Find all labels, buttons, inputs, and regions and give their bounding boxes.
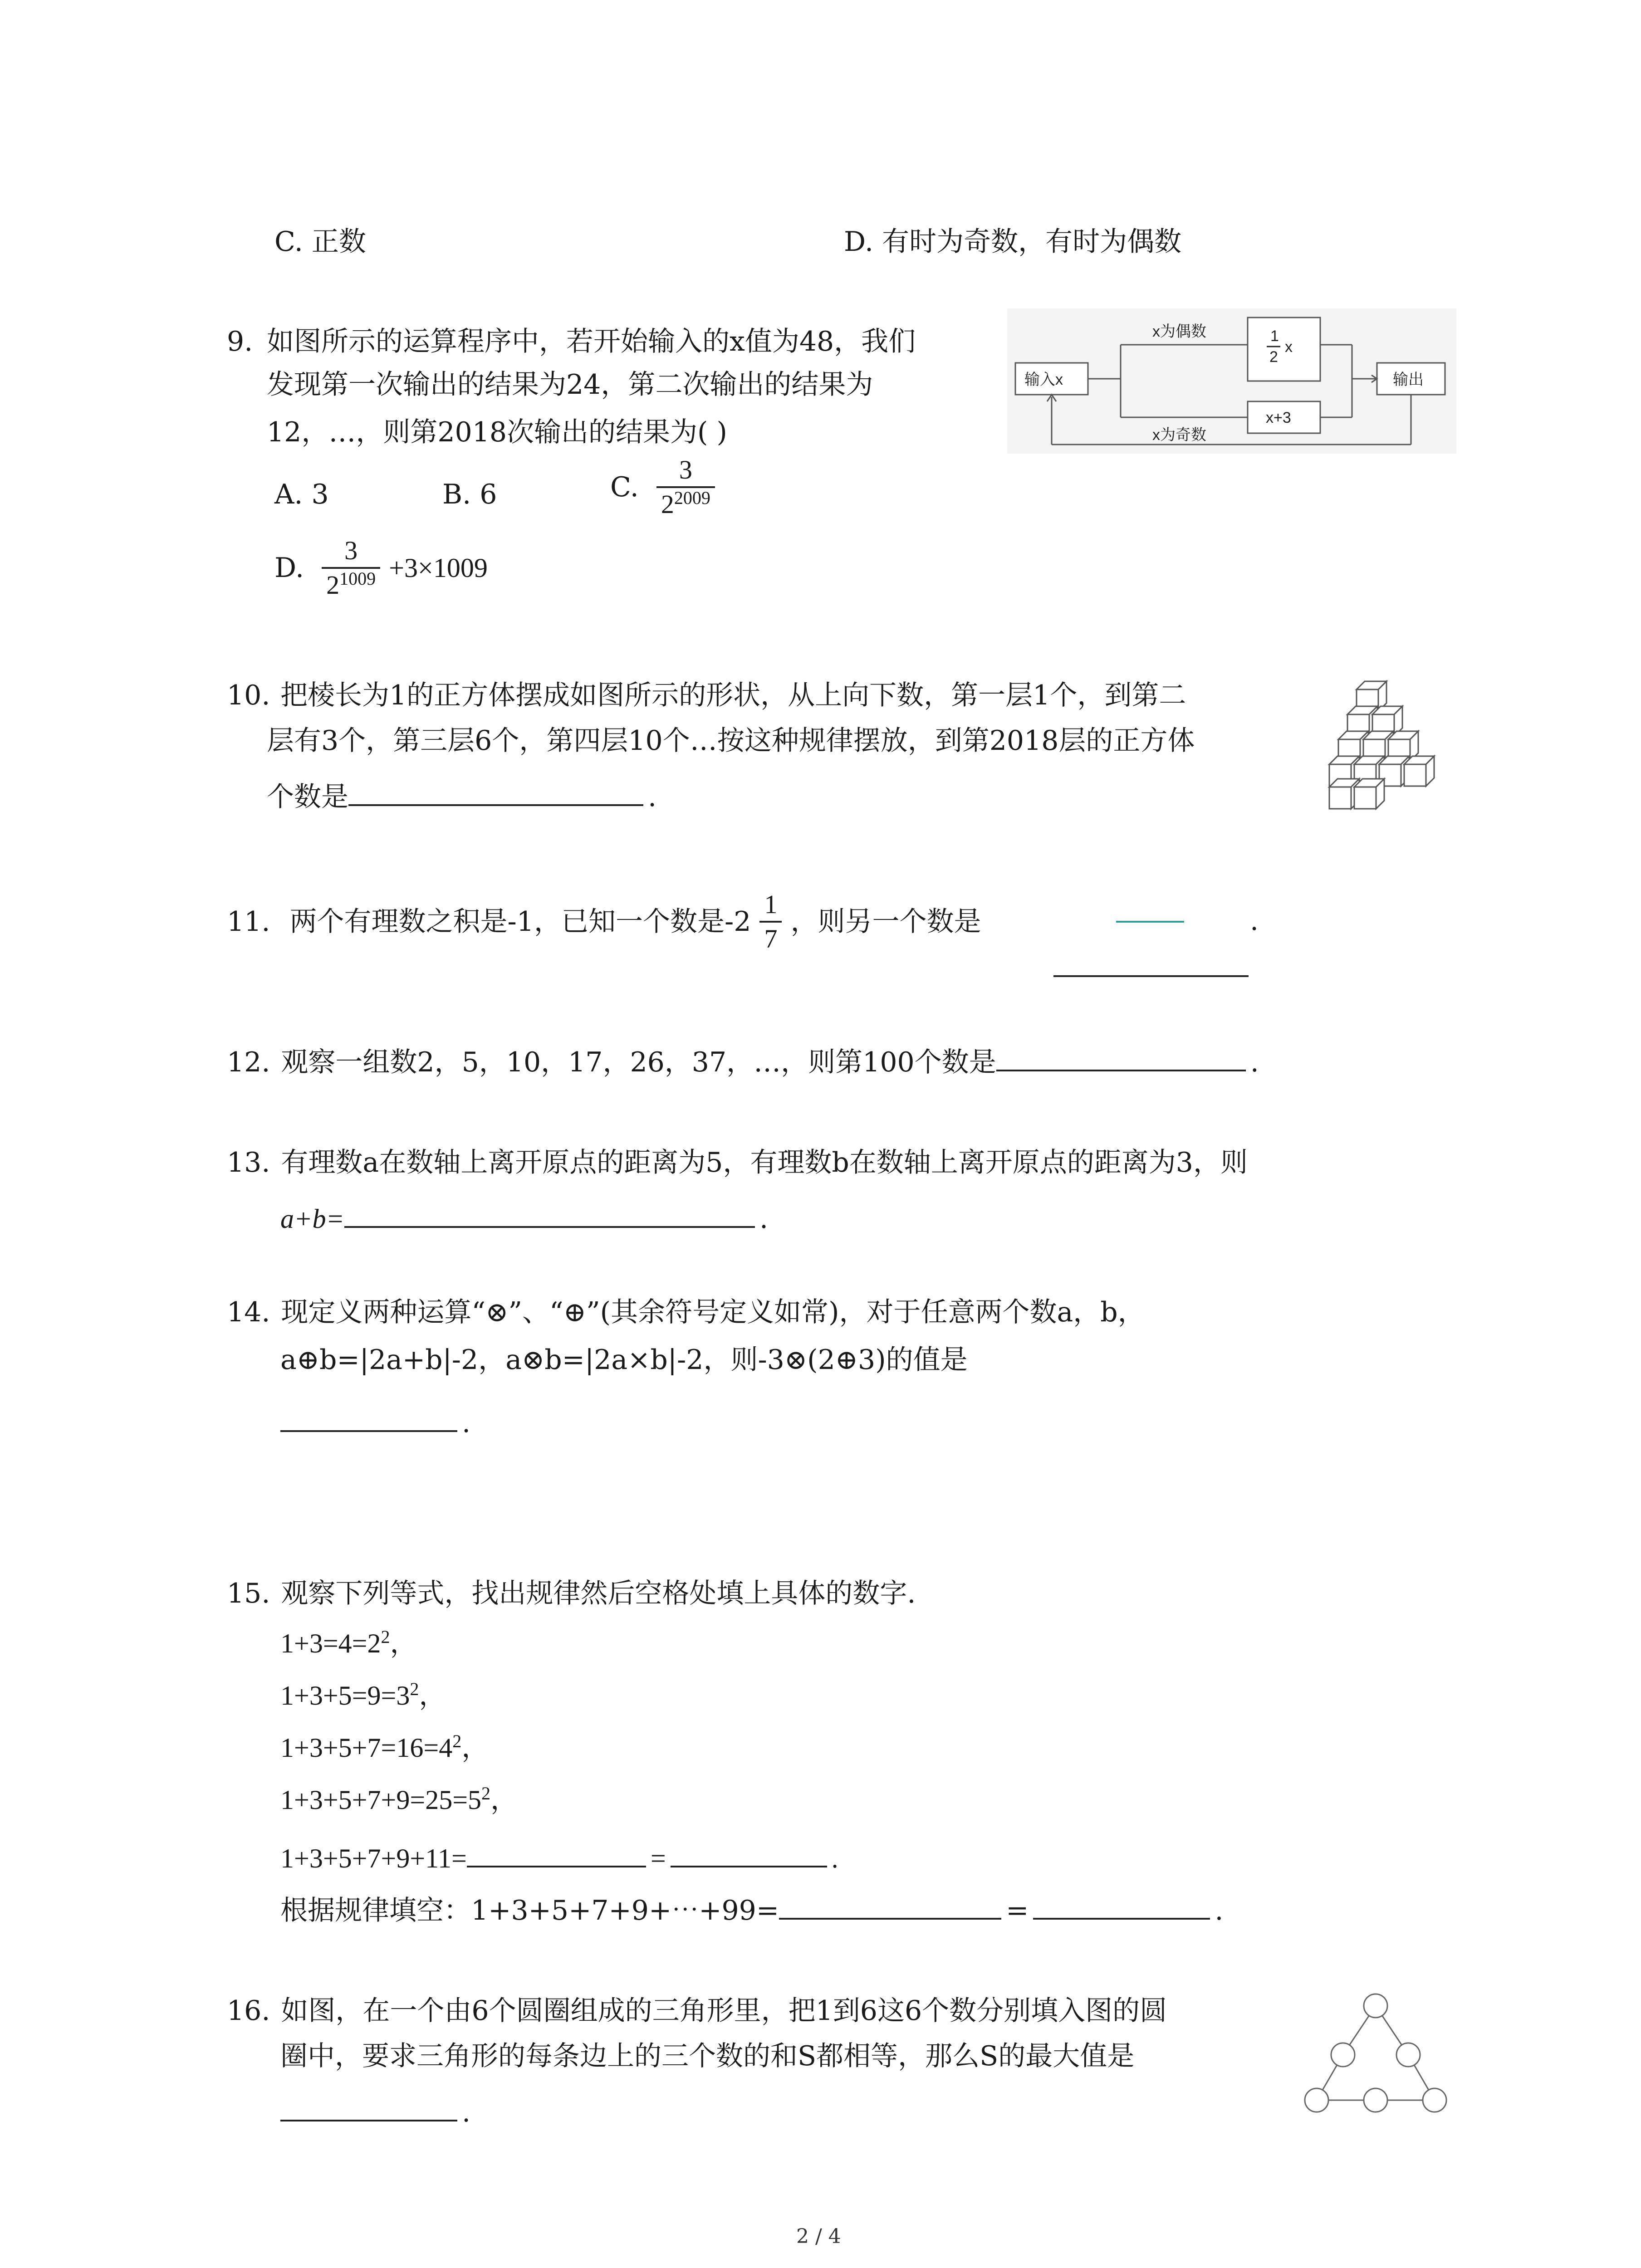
triangle-circle-bottom-left[interactable] [1305,2088,1328,2112]
q11-text: 两个有理数之积是-1，已知一个数是-2 [289,906,751,938]
q15-eq5-blank-2[interactable] [671,1838,827,1867]
q11-teal-mark [1116,921,1184,923]
q9-option-d-tail: +3×1009 [389,553,488,583]
q9-option-c-denominator: $2^{2009}$ [661,488,710,519]
q13-line-2: a+b= . [280,1199,768,1237]
q16-line-3: . [280,2092,470,2131]
q15-intro: 15. 观察下列等式，找出规律然后空格处填上具体的数字. [227,1578,916,1609]
q9-line-2: 发现第一次输出的结果为24，第二次输出的结果为 [267,369,873,401]
flow-even-label: x为偶数 [1152,323,1206,340]
q9-option-c-fraction [656,454,715,521]
flow-odd-label: x为奇数 [1152,426,1206,444]
q11-number: 11. [227,906,270,938]
flow-input-label: 输入x [1024,371,1063,388]
q10-answer-blank[interactable] [348,777,643,806]
page-number: 2 / 4 [796,2225,841,2248]
triangle-circle-mid-left[interactable] [1331,2043,1355,2067]
q11-fraction-denominator: 7 [764,924,778,953]
q11-fraction-numerator: 1 [759,888,782,923]
q15-eq-4: $1+3+5+7+9=25=5^2$， [280,1783,518,1815]
q9-option-d-denominator: $2^{1009}$ [326,568,376,600]
q16-line-2: 圈中，要求三角形的每条边上的三个数的和S都相等，那么S的最大值是 [280,2040,1135,2072]
flow-half-den: 2 [1269,348,1278,366]
q9-option-c [610,454,715,521]
q15-eq-6: 根据规律填空：1+3+5+7+9+⋯+99= = . [280,1891,1224,1929]
q15-eq-2: $1+3+5=9=3^2$， [280,1679,446,1711]
cube [1404,756,1434,786]
q11-fraction [759,888,782,955]
q14-line-1: 14. 现定义两种运算“⊗”、“⊕”(其余符号定义如常)，对于任意两个数a，b， [227,1296,1145,1328]
q9-option-d-numerator: 3 [322,534,380,569]
q9-option-a: A. 3 [274,479,329,510]
q9-option-d-label: D. [274,552,304,584]
q11-answer-blank[interactable] [1053,975,1249,977]
triangle-circle-bottom-mid[interactable] [1364,2088,1387,2112]
q10-line-3: 个数是 . [267,777,656,815]
q11-end: . [1250,905,1259,937]
flow-half-box [1248,318,1320,381]
triangle-circle-bottom-right[interactable] [1423,2088,1446,2112]
q8-option-c: C. 正数 [274,226,366,258]
q16-answer-blank[interactable] [280,2092,457,2121]
q10-number: 10. [227,679,270,711]
flow-output-label: 输出 [1393,371,1424,388]
q15-eq6-blank-1[interactable] [779,1891,1001,1920]
q9-option-c-label: C. [610,471,639,503]
q9-option-c-numerator: 3 [656,454,715,488]
q15-eq-5: 1+3+5+7+9+11= = . [280,1838,838,1877]
q11-text-2: ，则另一个数是 [790,906,981,938]
triangle-circle-mid-right[interactable] [1396,2043,1420,2067]
q15-eq6-blank-2[interactable] [1033,1891,1210,1920]
q8-option-d: D. 有时为奇数，有时为偶数 [844,226,1182,258]
q15-eq-1: $1+3=4=2^2$， [280,1627,417,1658]
q14-line-3: . [280,1403,470,1441]
q9-line-1: 如图所示的运算程序中，若开始输入的x值为48，我们 [267,326,916,357]
q9-option-b: B. 6 [442,479,497,510]
q14-answer-blank[interactable] [280,1403,457,1432]
triangle-circle-top[interactable] [1364,1994,1387,2018]
q13-line-1: 13. 有理数a在数轴上离开原点的距离为5，有理数b在数轴上离开原点的距离为3，则 [227,1147,1248,1178]
q10-line-2: 层有3个，第三层6个，第四层10个…按这种规律摆放，到第2018层的正方体 [267,725,1195,757]
flow-plus3-label: x+3 [1266,409,1291,426]
q9-option-d [274,534,488,601]
q11-line [227,888,981,955]
q15-eq-3: $1+3+5+7=16=4^2$， [280,1731,489,1763]
q13-answer-blank[interactable] [344,1199,755,1228]
q10-line-1: 把棱长为1的正方体摆成如图所示的形状，从上向下数，第一层1个，到第二 [280,679,1186,711]
flow-half-num: 1 [1270,327,1279,345]
q9-line-3: 12，…，则第2018次输出的结果为( ) [267,416,727,448]
q12-answer-blank[interactable] [996,1042,1246,1071]
q9-flowchart-figure [1007,308,1456,454]
q9-option-d-fraction [322,534,380,601]
q16-circle-triangle-figure [1298,1987,1452,2123]
q12-line: 12. 观察一组数2，5，10，17，26，37，…，则第100个数是 . [227,1042,1259,1080]
q15-eq5-blank-1[interactable] [467,1838,646,1867]
q9-number: 9. [227,326,253,357]
cube [1354,779,1384,809]
flow-half-var: x [1285,338,1293,356]
q10-cube-stack-figure [1325,671,1456,812]
q14-line-2: a⊕b=|2a+b|-2，a⊗b=|2a×b|-2，则-3⊗(2⊕3)的值是 [280,1344,968,1376]
q16-line-1: 16. 如图，在一个由6个圆圈组成的三角形里，把1到6这6个数分别填入图的圆 [227,1995,1167,2027]
